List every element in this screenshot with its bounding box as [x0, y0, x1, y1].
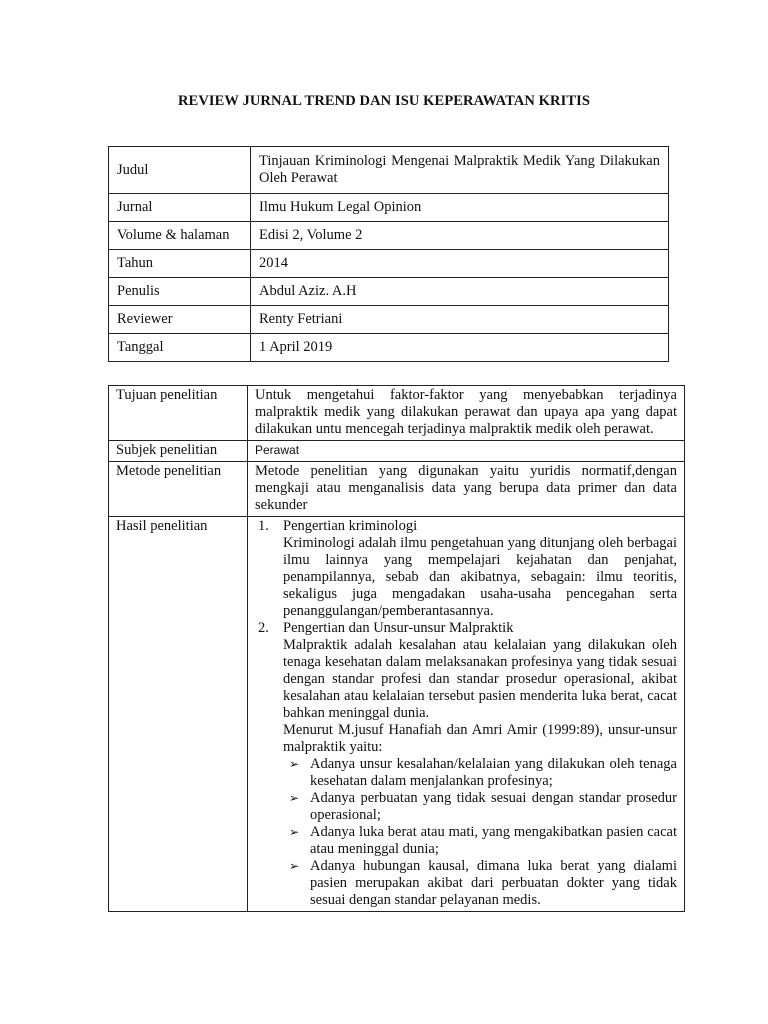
row-value-tahun: 2014: [251, 250, 669, 278]
item-paragraph: Malpraktik adalah kesalahan atau kelalaian yang dilakukan oleh tenaga kesehatan dalam melaksanakan profesinya yang tidak sesuai dengan standar profesi dan standar prosedur operasional, akibat kesalahan atau kelalaian tersebut pasien menderita luka berat, cacat bahkan meninggal dunia.: [283, 637, 677, 721]
unsur-text: Adanya perbuatan yang tidak sesuai dengan standar prosedur operasional;: [310, 790, 677, 823]
row-label-tahun: Tahun: [109, 250, 251, 278]
list-item: [283, 858, 677, 909]
research-detail-table: [108, 385, 685, 912]
row-value-judul: Tinjauan Kriminologi Mengenai Malpraktik Medik Yang Dilakukan Oleh Perawat: [251, 147, 669, 194]
table-row: [109, 517, 685, 912]
arrow-bullet-icon: ➢: [289, 757, 300, 771]
arrow-bullet-icon: ➢: [289, 859, 300, 873]
row-label-tanggal: Tanggal: [109, 334, 251, 362]
document-title: REVIEW JURNAL TREND DAN ISU KEPERAWATAN KRITIS: [177, 93, 591, 109]
row-value-tanggal: 1 April 2019: [251, 334, 669, 362]
row-label-subjek: Subjek penelitian: [109, 441, 248, 462]
arrow-bullet-icon: ➢: [289, 791, 300, 805]
table-row: [109, 147, 669, 194]
row-label-penulis: Penulis: [109, 278, 251, 306]
table-row: [109, 278, 669, 306]
item-title: Pengertian kriminologi: [283, 518, 418, 534]
table-row: [109, 222, 669, 250]
item-number: 2.: [258, 620, 269, 636]
row-value-jurnal: Ilmu Hukum Legal Opinion: [251, 194, 669, 222]
row-label-reviewer: Reviewer: [109, 306, 251, 334]
unsur-list: [283, 756, 677, 909]
hasil-list: [255, 518, 677, 909]
row-value-reviewer: Renty Fetriani: [251, 306, 669, 334]
item-paragraph: Kriminologi adalah ilmu pengetahuan yang ditunjang oleh berbagai ilmu lainnya yang mempelajari kejahatan dan penjahat, penampilannya, sebab dan akibatnya, sebagain: ilmu teoritis, sekaligus juga mengadakan usaha-usaha pencegahan serta penanggulangan/pemberantasannya.: [283, 535, 677, 619]
list-item: [283, 824, 677, 858]
unsur-text: Adanya unsur kesalahan/kelalaian yang dilakukan oleh tenaga kesehatan dalam menjalankan profesinya;: [310, 756, 677, 789]
table-row: [109, 250, 669, 278]
row-label-metode: Metode penelitian: [109, 462, 248, 517]
row-value-metode: Metode penelitian yang digunakan yaitu yuridis normatif,dengan mengkaji atau menganalisis data yang berupa data primer dan data sekunder: [248, 462, 685, 517]
item-paragraph: Menurut M.jusuf Hanafiah dan Amri Amir (1999:89), unsur-unsur malpraktik yaitu:: [283, 722, 677, 755]
list-item: [255, 518, 677, 620]
unsur-text: Adanya hubungan kausal, dimana luka berat yang dialami pasien merupakan akibat dari perbuatan dokter yang tidak sesuai dengan standar pelayanan medis.: [310, 858, 677, 908]
list-item: [283, 790, 677, 824]
item-number: 1.: [258, 518, 269, 534]
table-row: [109, 441, 685, 462]
list-item: [255, 620, 677, 909]
table-row: [109, 334, 669, 362]
row-value-subjek: Perawat: [248, 441, 685, 462]
row-label-judul: Judul: [109, 147, 251, 194]
list-item: [283, 756, 677, 790]
row-value-tujuan: Untuk mengetahui faktor-faktor yang menyebabkan terjadinya malpraktik medik yang dilakukan perawat dan upaya apa yang dapat dilakukan untu mencegah terjadinya malpraktik medik oleh perawat.: [248, 386, 685, 441]
table-row: [109, 306, 669, 334]
row-value-penulis: Abdul Aziz. A.H: [251, 278, 669, 306]
row-label-hasil: Hasil penelitian: [109, 517, 248, 912]
row-value-volume: Edisi 2, Volume 2: [251, 222, 669, 250]
row-value-hasil: [248, 517, 685, 912]
journal-info-table: [108, 146, 669, 362]
table-row: [109, 386, 685, 441]
table-row: [109, 194, 669, 222]
arrow-bullet-icon: ➢: [289, 825, 300, 839]
row-label-tujuan: Tujuan penelitian: [109, 386, 248, 441]
table-row: [109, 462, 685, 517]
item-title: Pengertian dan Unsur-unsur Malpraktik: [283, 620, 514, 636]
row-label-jurnal: Jurnal: [109, 194, 251, 222]
unsur-text: Adanya luka berat atau mati, yang mengakibatkan pasien cacat atau meninggal dunia;: [310, 824, 677, 857]
row-label-volume: Volume & halaman: [109, 222, 251, 250]
